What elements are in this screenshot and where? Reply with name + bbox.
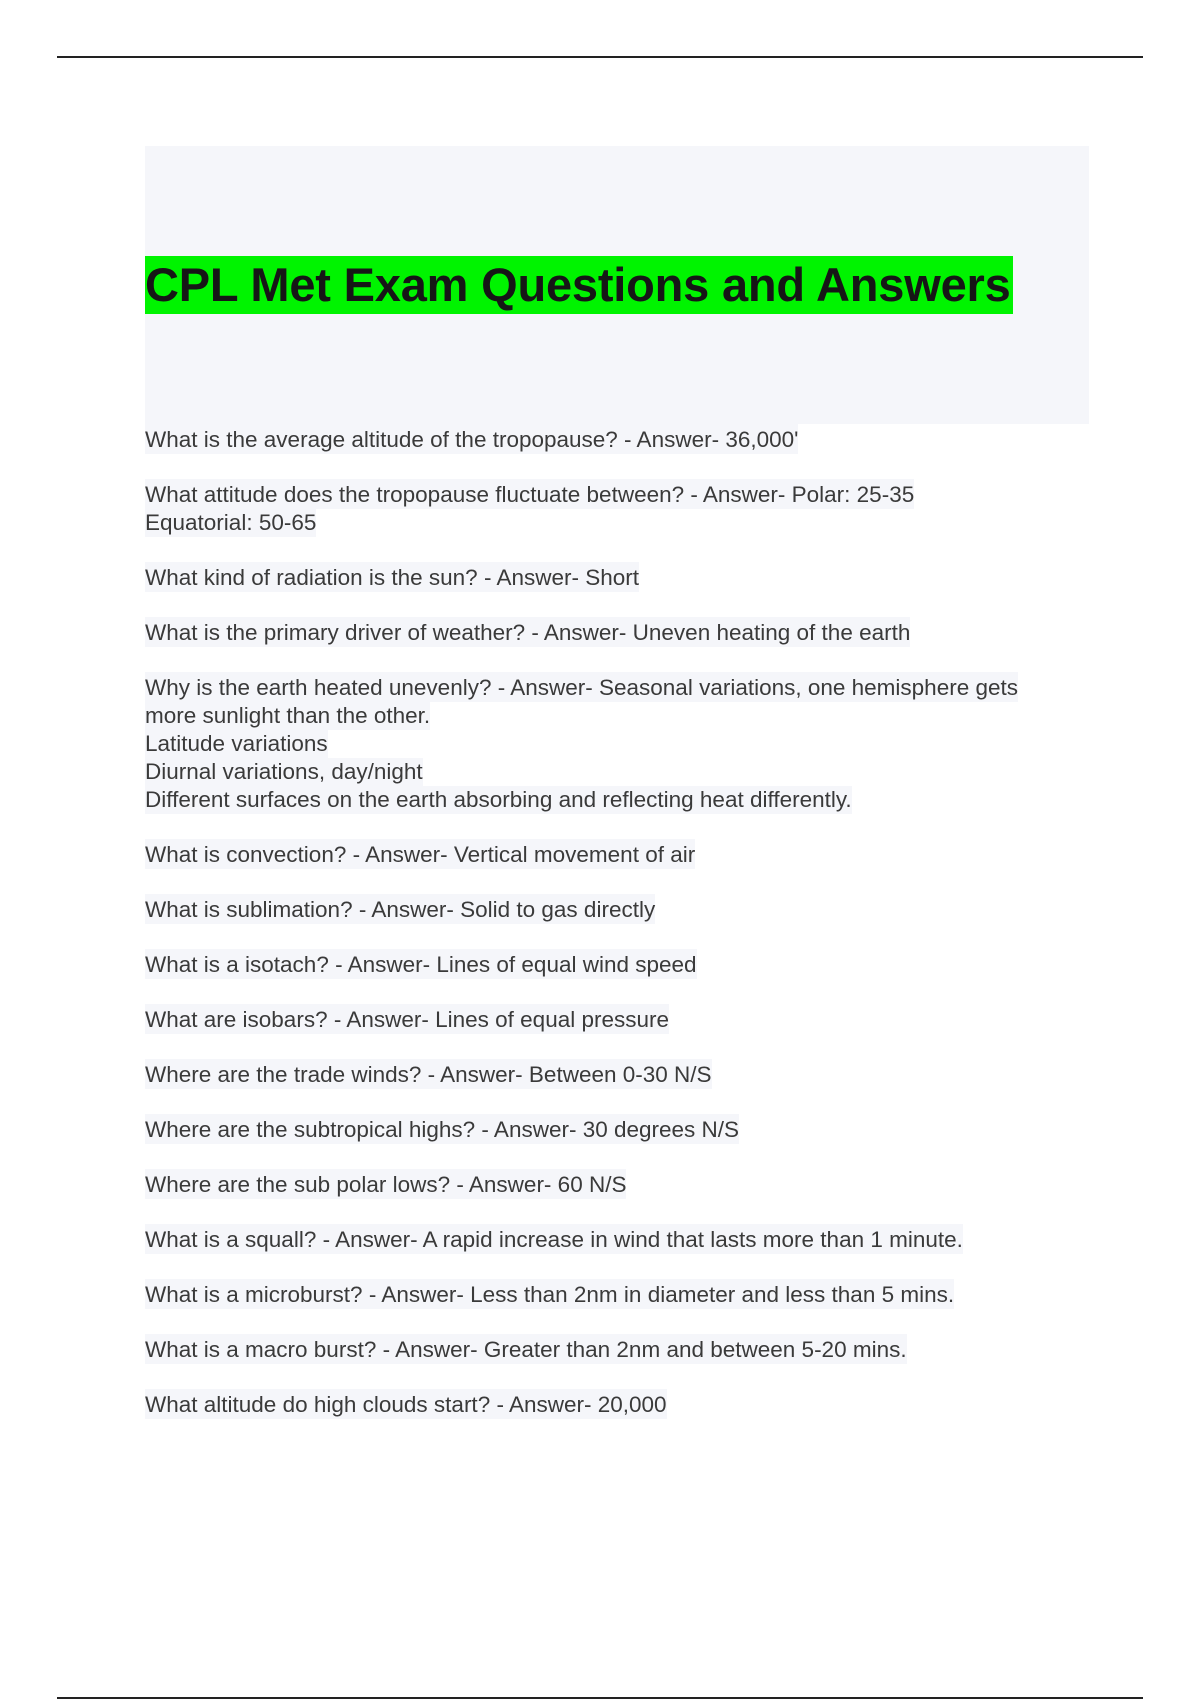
qa-item — [145, 1224, 1105, 1254]
qa-question-line: What kind of radiation is the sun? - Answer- Short — [145, 562, 639, 592]
qa-question-line: What attitude does the tropopause fluctuate between? - Answer- Polar: 25-35 — [145, 479, 914, 509]
document-title: CPL Met Exam Questions and Answers — [145, 256, 1013, 314]
qa-item — [145, 839, 1105, 869]
qa-continuation-line: Latitude variations — [145, 731, 328, 756]
qa-question-line: What is a macro burst? - Answer- Greater than 2nm and between 5-20 mins. — [145, 1334, 907, 1364]
qa-question-line: What is the primary driver of weather? - Answer- Uneven heating of the earth — [145, 617, 910, 647]
qa-item — [145, 1334, 1105, 1364]
qa-item — [145, 894, 1105, 924]
qa-question-line: What altitude do high clouds start? - Answer- 20,000 — [145, 1389, 667, 1419]
qa-question-line: What is convection? - Answer- Vertical movement of air — [145, 839, 695, 869]
qa-item — [145, 1114, 1105, 1144]
qa-question-line: Where are the trade winds? - Answer- Between 0-30 N/S — [145, 1059, 712, 1089]
qa-item — [145, 562, 1105, 592]
qa-item — [145, 1389, 1105, 1419]
qa-continuation-line: more sunlight than the other. — [145, 703, 431, 728]
qa-list — [145, 424, 1105, 1444]
header-rule — [57, 56, 1143, 58]
qa-question-line: Why is the earth heated unevenly? - Answer- Seasonal variations, one hemisphere gets — [145, 672, 1018, 702]
qa-item — [145, 1279, 1105, 1309]
qa-item — [145, 479, 1105, 537]
qa-question-line: What is a isotach? - Answer- Lines of equal wind speed — [145, 949, 697, 979]
qa-question-line: What is the average altitude of the tropopause? - Answer- 36,000' — [145, 424, 798, 454]
qa-item — [145, 424, 1105, 454]
qa-continuation-line: Diurnal variations, day/night — [145, 759, 423, 784]
qa-item — [145, 949, 1105, 979]
qa-item — [145, 1059, 1105, 1089]
qa-question-line: What is sublimation? - Answer- Solid to gas directly — [145, 894, 655, 924]
qa-item — [145, 1169, 1105, 1199]
qa-continuation-line: Equatorial: 50-65 — [145, 510, 317, 535]
qa-item — [145, 1004, 1105, 1034]
qa-question-line: What are isobars? - Answer- Lines of equal pressure — [145, 1004, 669, 1034]
qa-question-line: What is a microburst? - Answer- Less than 2nm in diameter and less than 5 mins. — [145, 1279, 954, 1309]
qa-question-line: Where are the subtropical highs? - Answer- 30 degrees N/S — [145, 1114, 739, 1144]
qa-continuation-line: Different surfaces on the earth absorbing and reflecting heat differently. — [145, 787, 852, 812]
qa-item — [145, 617, 1105, 647]
qa-question-line: Where are the sub polar lows? - Answer- 60 N/S — [145, 1169, 626, 1199]
qa-question-line: What is a squall? - Answer- A rapid increase in wind that lasts more than 1 minute. — [145, 1224, 963, 1254]
footer-rule — [57, 1697, 1143, 1699]
qa-item — [145, 672, 1105, 814]
